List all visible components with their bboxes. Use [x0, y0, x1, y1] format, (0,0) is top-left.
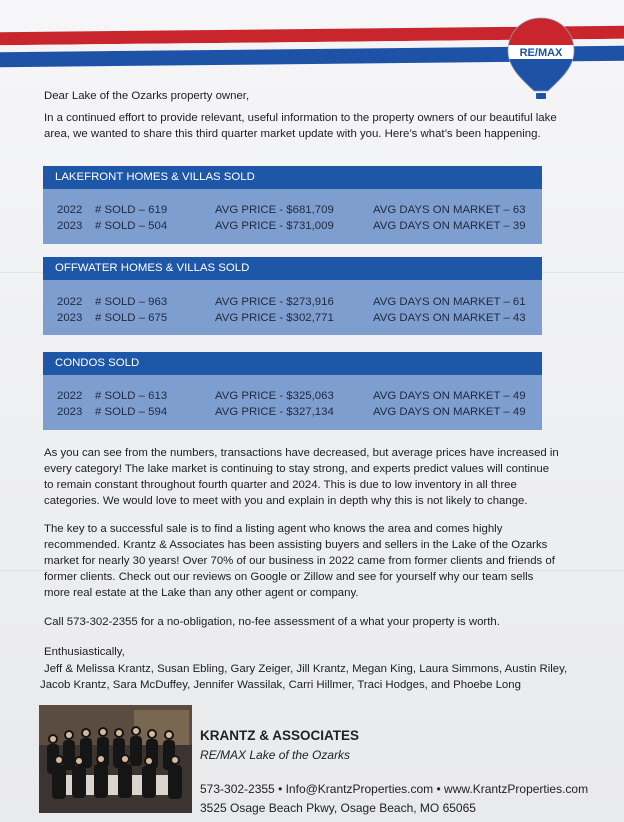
greeting: Dear Lake of the Ozarks property owner, — [44, 90, 250, 102]
year: 2022 — [57, 204, 83, 216]
section-title: LAKEFRONT HOMES & VILLAS SOLD — [43, 166, 542, 189]
signers-line: Jacob Krantz, Sara McDuffey, Jennifer Wassilak, Carri Hillmer, Traci Hodges, and Phoebe Long — [40, 679, 521, 691]
year: 2022 — [57, 390, 83, 402]
avg-price: AVG PRICE - $325,063 — [215, 390, 334, 402]
offwater-stats-box — [43, 257, 542, 335]
body-line: more real estate at the Lake than any other agent or company. — [44, 587, 359, 599]
team-photo — [39, 705, 192, 813]
sold-count: # SOLD – 504 — [95, 220, 168, 232]
year: 2023 — [57, 406, 83, 418]
section-body — [43, 189, 542, 244]
avg-price: AVG PRICE - $302,771 — [215, 312, 334, 324]
body-line: to remain constant throughout fourth quarter and 2024. This is due to low inventory in all three — [44, 479, 517, 491]
lakefront-stats-box — [43, 166, 542, 244]
stats-row — [43, 202, 542, 218]
body-line: former clients. Check out our reviews on Google or Zillow and see for yourself why our team sells — [44, 571, 534, 583]
sold-count: # SOLD – 963 — [95, 296, 168, 308]
section-body — [43, 280, 542, 335]
year: 2023 — [57, 312, 83, 324]
stats-row — [43, 310, 542, 326]
body-line: recommended. Krantz & Associates has been assisting buyers and sellers in the Lake of the Ozarks — [44, 539, 548, 551]
body-line: The key to a successful sale is to find a listing agent who knows the area and comes highly — [44, 523, 503, 535]
avg-days: AVG DAYS ON MARKET – 63 — [373, 204, 526, 216]
avg-days: AVG DAYS ON MARKET – 49 — [373, 406, 526, 418]
year: 2023 — [57, 220, 83, 232]
avg-days: AVG DAYS ON MARKET – 61 — [373, 296, 526, 308]
signers-line: Jeff & Melissa Krantz, Susan Ebling, Gary Zeiger, Jill Krantz, Megan King, Laura Simmons, Austin Riley, — [44, 663, 568, 675]
intro-line: area, we wanted to share this third quarter market update with you. Here’s what’s been happening. — [44, 128, 541, 140]
body-line: every category! The lake market is continuing to stay strong, and experts predict values will continue — [44, 463, 550, 475]
sold-count: # SOLD – 619 — [95, 204, 168, 216]
stats-row — [43, 388, 542, 404]
stats-row — [43, 404, 542, 420]
body-line: market for nearly 30 years! Over 70% of our business in 2022 came from former clients and friends of — [44, 555, 555, 567]
address-line: 3525 Osage Beach Pkwy, Osage Beach, MO 65065 — [200, 801, 476, 815]
section-title: OFFWATER HOMES & VILLAS SOLD — [43, 257, 542, 280]
firm-name: KRANTZ & ASSOCIATES — [200, 728, 360, 743]
stats-row — [43, 294, 542, 310]
section-title: CONDOS SOLD — [43, 352, 542, 375]
avg-days: AVG DAYS ON MARKET – 39 — [373, 220, 526, 232]
contact-line: 573-302-2355 • Info@KrantzProperties.com • www.KrantzProperties.com — [200, 782, 589, 796]
avg-days: AVG DAYS ON MARKET – 49 — [373, 390, 526, 402]
year: 2022 — [57, 296, 83, 308]
closing: Enthusiastically, — [44, 646, 125, 658]
intro-line: In a continued effort to provide relevant, useful information to the property owners of our beautiful lake — [44, 112, 557, 124]
stats-row — [43, 218, 542, 234]
section-body — [43, 375, 542, 430]
avg-days: AVG DAYS ON MARKET – 43 — [373, 312, 526, 324]
body-line: As you can see from the numbers, transactions have decreased, but average prices have increased in — [44, 447, 559, 459]
firm-subtitle: RE/MAX Lake of the Ozarks — [200, 748, 351, 762]
sold-count: # SOLD – 594 — [95, 406, 168, 418]
avg-price: AVG PRICE - $681,709 — [215, 204, 334, 216]
avg-price: AVG PRICE - $273,916 — [215, 296, 334, 308]
body-line: categories. We would love to meet with you and explain in depth why this is not likely to change. — [44, 495, 528, 507]
condos-stats-box — [43, 352, 542, 430]
call-to-action: Call 573-302-2355 for a no-obligation, no-fee assessment of a what your property is worth. — [44, 616, 500, 628]
logo-text: RE/MAX — [519, 47, 563, 59]
sold-count: # SOLD – 675 — [95, 312, 168, 324]
sold-count: # SOLD – 613 — [95, 390, 168, 402]
avg-price: AVG PRICE - $327,134 — [215, 406, 334, 418]
avg-price: AVG PRICE - $731,009 — [215, 220, 334, 232]
